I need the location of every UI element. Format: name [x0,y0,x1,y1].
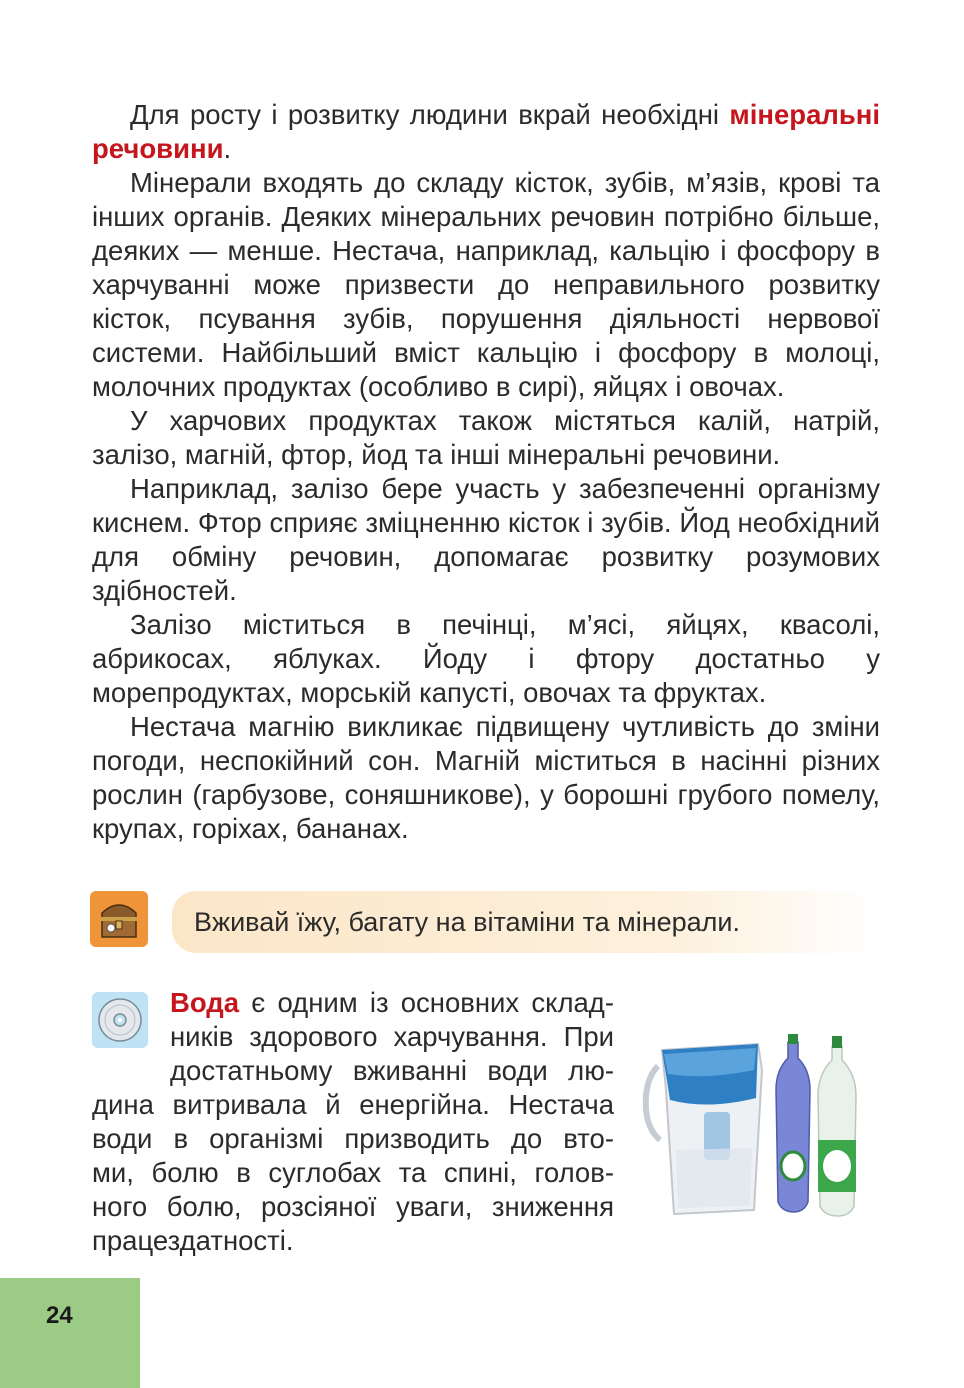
water-line [92,986,614,1020]
paragraph: Наприклад, залізо бере участь у забезпеченні організму киснем. Фтор сприяє зміцненню кісток і зубів. Йод необхідний для обміну речовин, допомагає розвитку розумових здібностей. [92,473,880,606]
paragraph-intro [92,98,880,166]
treasure-chest-icon [90,891,148,947]
water-line: працездатності. [92,1225,294,1256]
tip-text: Вживай їжу, багату на вітаміни та мінерали. [194,907,741,937]
water-line: ників здорового харчування. При [170,1021,614,1052]
water-line-text: є одним із основних склад- [239,987,614,1018]
paragraph: Мінерали входять до складу кісток, зубів, м’язів, крові та інших органів. Деяких мінеральних речовин потрібно більше, деяких — менше. Нестача, наприклад, кальцію і фосфору в харчуванні може призвести до неправильного розвитку кісток, псування зубів, порушення діяльності нервової системи. Найбільший вміст кальцію і фосфору в молоці, молочних продуктах (особливо в сирі), яйцях і овочах. [92,167,880,402]
intro-end: . [223,133,232,164]
water-line: води в організмі призводить до вто- [92,1123,614,1154]
term-water: Вода [170,987,240,1018]
water-pitcher-and-bottles-illustration [638,1030,872,1220]
water-line: ного болю, розсіяної уваги, зниження [92,1191,614,1222]
water-paragraph [92,986,614,1258]
term-minerals: мінеральні речовини [92,99,880,164]
water-line: ми, болю в суглобах та спині, голов- [92,1157,614,1188]
footer-bar [0,1278,140,1388]
paragraph: Залізо міститься в печінці, м’ясі, яйцях, квасолі, абрикосах, яблуках. Йоду і фтору достатньо у морепродуктах, морській капусті, овочах та фруктах. [92,609,880,708]
paragraph: У харчових продуктах також містяться калій, натрій, залізо, магній, фтор, йод та інші мінеральні речовини. [92,405,880,470]
tip-box [172,891,882,953]
main-text [92,98,880,846]
water-line: дина витривала й енергійна. Нестача [92,1089,614,1120]
page-number: 24 [46,1302,73,1329]
water-line: достатньому вживанні води лю- [170,1055,614,1086]
intro-text: Для росту і розвитку людини вкрай необхідні [130,99,730,130]
paragraph: Нестача магнію викликає підвищену чутливість до зміни погоди, неспокійний сон. Магній міститься в насінні різних рослин (гарбузове, соняшникове), у борошні грубого помелу, крупах, горіхах, бананах. [92,711,880,844]
